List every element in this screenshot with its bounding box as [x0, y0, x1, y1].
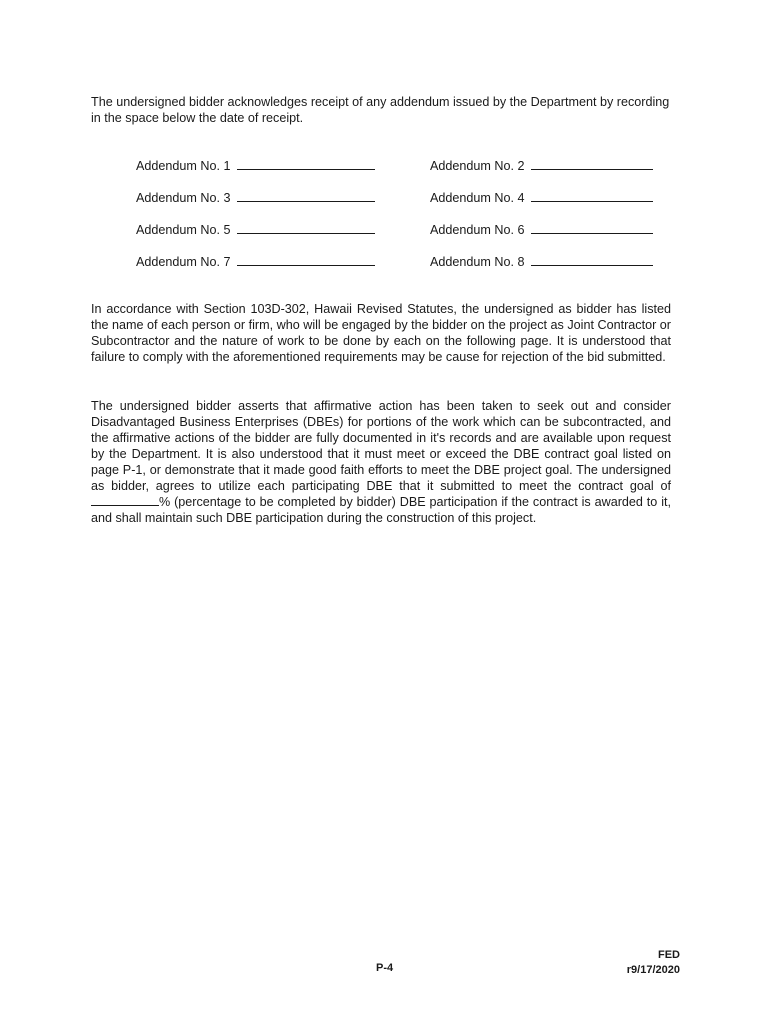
- addendum-label: Addendum No. 3: [136, 191, 231, 205]
- footer-tag: FED: [658, 949, 680, 961]
- addendum-intro-paragraph: The undersigned bidder acknowledges receipt of any addendum issued by the Department by recording in the space below the date of receipt.: [91, 95, 670, 125]
- addendum-entry: [430, 157, 653, 173]
- addendum-label: Addendum No. 7: [136, 255, 231, 269]
- dbe-paragraph: [91, 398, 671, 526]
- addendum-list: [136, 157, 676, 285]
- addendum-label: Addendum No. 2: [430, 159, 525, 173]
- addendum-label: Addendum No. 5: [136, 223, 231, 237]
- footer-revision-block: [627, 948, 680, 978]
- addendum-date-field[interactable]: [531, 157, 653, 170]
- addendum-date-field[interactable]: [531, 189, 653, 202]
- addendum-label: Addendum No. 8: [430, 255, 525, 269]
- addendum-date-field[interactable]: [237, 253, 375, 266]
- addendum-entry: [430, 221, 653, 237]
- addendum-entry: [430, 253, 653, 269]
- addendum-row: [136, 157, 676, 189]
- addendum-entry: [136, 221, 375, 237]
- addendum-entry: [430, 189, 653, 205]
- addendum-date-field[interactable]: [237, 157, 375, 170]
- addendum-row: [136, 221, 676, 253]
- addendum-date-field[interactable]: [531, 221, 653, 234]
- subcontractor-paragraph: In accordance with Section 103D-302, Hawaii Revised Statutes, the undersigned as bidder has listed the name of each person or firm, who will be engaged by the bidder on the project as Joint Contractor or Subcontractor and the nature of work to be done by each on the following page. It is understood that failure to comply with the aforementioned requirements may be cause for rejection of the bid submitted.: [91, 302, 671, 364]
- addendum-entry: [136, 189, 375, 205]
- addendum-label: Addendum No. 1: [136, 159, 231, 173]
- addendum-label: Addendum No. 4: [430, 191, 525, 205]
- dbe-paragraph-text: The undersigned bidder asserts that affirmative action has been taken to seek out and consider Disadvantaged Business Enterprises (DBEs) for portions of the work which can be subcontracted, and the affirmative actions of the bidder are fully documented in it's records and are available upon request by the Department. It is also understood that it must meet or exceed the DBE contract goal listed on page P-1, or demonstrate that it made good faith efforts to meet the DBE project goal. The undersigned as bidder, agrees to utilize each participating DBE that it submitted to meet the contract goal of: [91, 399, 671, 493]
- addendum-label: Addendum No. 6: [430, 223, 525, 237]
- page-number: P-4: [376, 962, 394, 974]
- dbe-paragraph-text-end: % (percentage to be completed by bidder) DBE participation if the contract is awarded to it, and shall maintain such DBE participation during the construction of this project.: [91, 495, 671, 525]
- addendum-row: [136, 189, 676, 221]
- addendum-row: [136, 253, 676, 285]
- addendum-date-field[interactable]: [237, 221, 375, 234]
- addendum-date-field[interactable]: [237, 189, 375, 202]
- dbe-goal-percentage-field[interactable]: [91, 494, 159, 506]
- revision-date: r9/17/2020: [626, 964, 680, 976]
- addendum-entry: [136, 157, 375, 173]
- addendum-entry: [136, 253, 375, 269]
- addendum-date-field[interactable]: [531, 253, 653, 266]
